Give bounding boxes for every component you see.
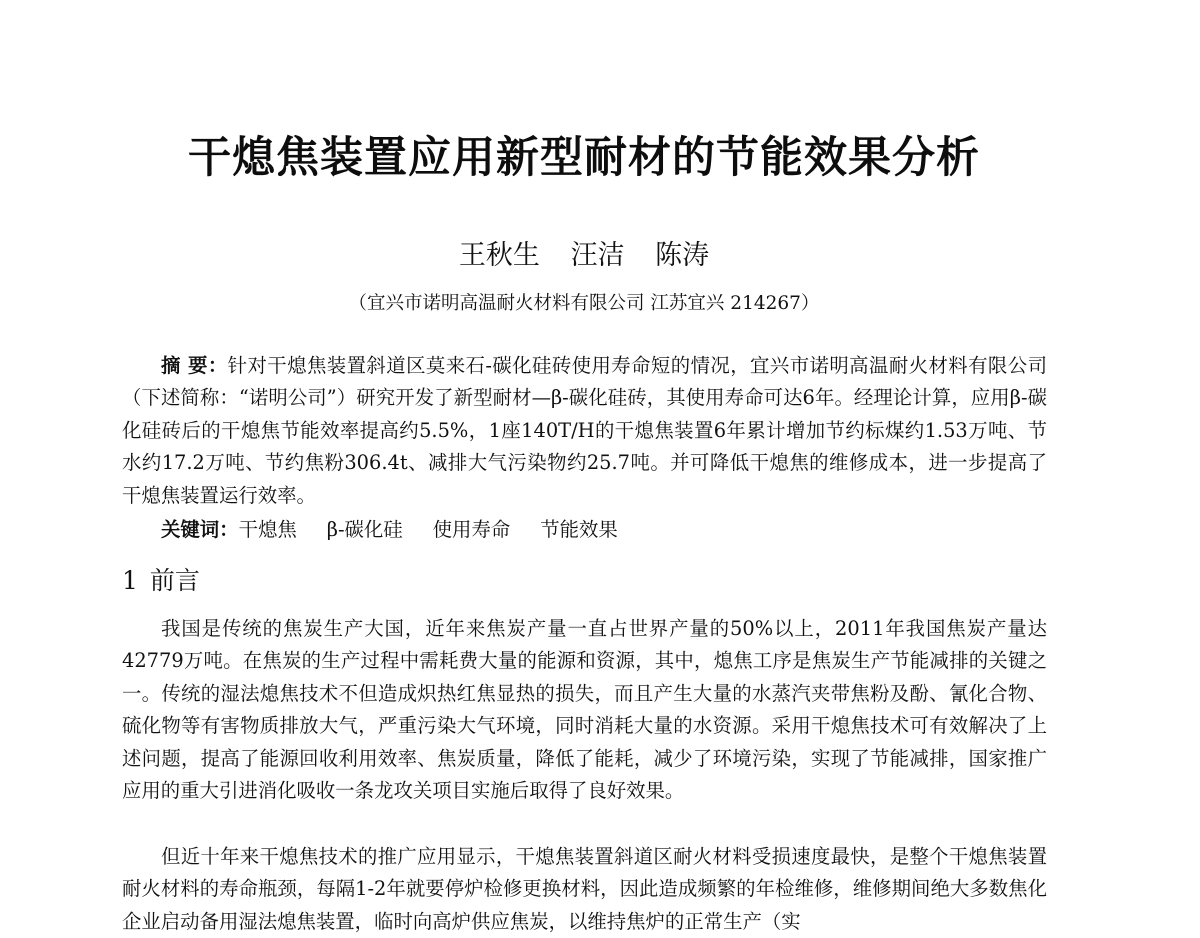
abstract-label: 摘 要： [161, 354, 228, 377]
paper-title: 干熄焦装置应用新型耐材的节能效果分析 [188, 133, 980, 183]
keyword-item: β-碳化硅 [326, 518, 403, 541]
body-paragraph: 我国是传统的焦炭生产大国，近年来焦炭产量一直占世界产量的50%以上，2011年我国焦炭产量达42779万吨。在焦炭的生产过程中需耗费大量的能源和资源，其中，熄焦工序是焦炭生产节能减排的关键之一。传统的湿法熄焦技术不但造成炽热红焦显热的损失，而且产生大量的水蒸汽夹带焦粉及酚、氰化合物、硫化物等有害物质排放大气，严重污染大气环境，同时消耗大量的水资源。采用干熄焦技术可有效解决了上述问题，提高了能源回收利用效率、焦炭质量，降低了能耗，减少了环境污染，实现了节能减排，国家推广应用的重大引进消化吸收一条龙攻关项目实施后取得了良好效果。 [122, 617, 1047, 803]
section-heading [122, 561, 200, 601]
section-number: 1 [122, 566, 138, 595]
abstract [122, 350, 1047, 512]
keyword-item: 节能效果 [540, 518, 618, 541]
keyword-item: 使用寿命 [432, 518, 511, 541]
section-title: 前言 [149, 566, 200, 595]
keyword-item: 干熄焦 [238, 518, 297, 541]
abstract-text: 针对干熄焦装置斜道区莫来石-碳化硅砖使用寿命短的情况，宜兴市诺明高温耐火材料有限公司（下述简称：“诺明公司”）研究开发了新型耐材—β-碳化硅砖，其使用寿命可达6年。经理论计算，应用β-碳化硅砖后的干熄焦节能效率提高约5.5%，1座140T/H的干熄焦装置6年累计增加节约标煤约1.53万吨、节水约17.2万吨、节约焦粉306.4t、减排大气污染物约25.7吨。并可降低干熄焦的维修成本，进一步提高了干熄焦装置运行效率。 [122, 354, 1047, 507]
keywords-label: 关键词： [161, 518, 239, 541]
body-paragraph: 但近十年来干熄焦技术的推广应用显示，干熄焦装置斜道区耐火材料受损速度最快，是整个干熄焦装置耐火材料的寿命瓶颈，每隔1-2年就要停炉检修更换材料，因此造成频繁的年检维修，维修期间绝大多数焦化企业启动备用湿法熄焦装置，临时向高炉供应焦炭，以维持焦炉的正常生产（实 [122, 845, 1047, 933]
author-affiliation: （宜兴市诺明高温耐火材料有限公司 江苏宜兴 214267） [348, 293, 820, 314]
keywords [161, 514, 1061, 546]
author-list: 王秋生 汪洁 陈涛 [458, 240, 710, 271]
